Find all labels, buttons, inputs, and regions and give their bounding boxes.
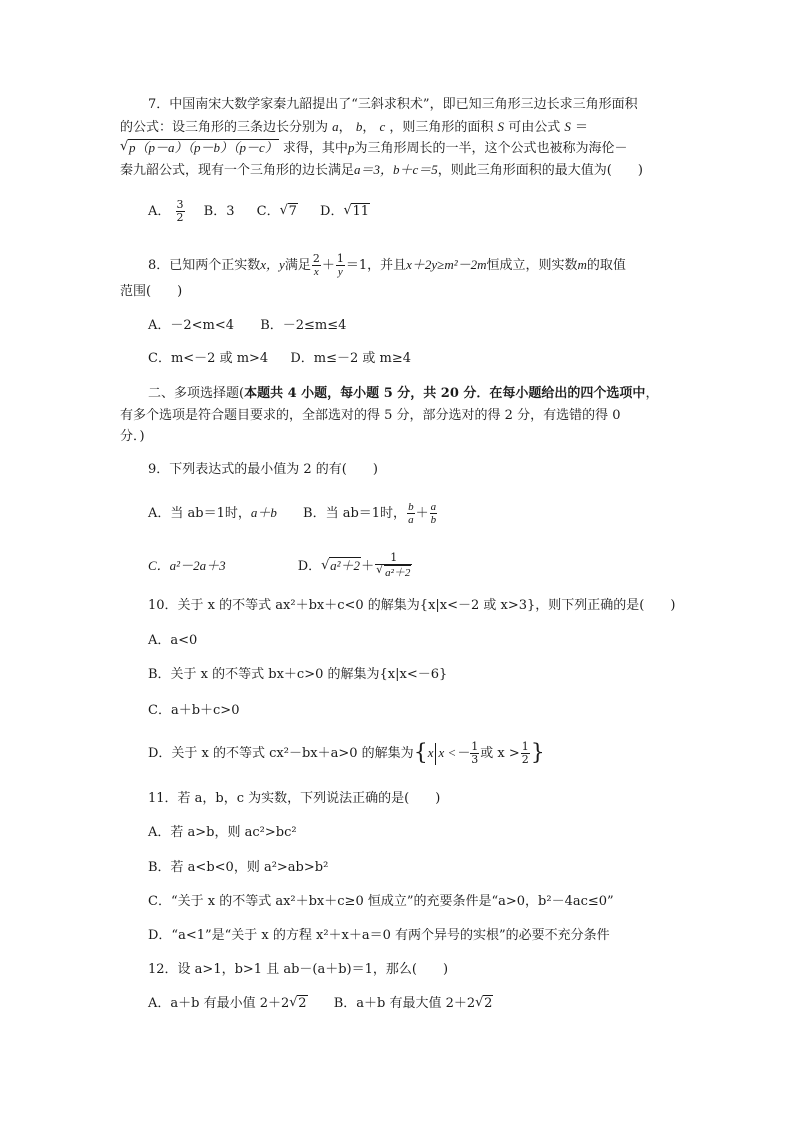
q12-optA-rad: 2 (298, 996, 307, 1011)
q12-stem (148, 961, 448, 979)
q8-text-1c: 恒成立，则实数 (486, 258, 578, 273)
q10-optD-n1: 1 (471, 740, 479, 753)
q7-optA-label: A． (148, 204, 171, 219)
q9-stem (148, 461, 378, 479)
q10-optC-text: C．a＋b＋c>0 (148, 703, 240, 718)
q11-optA (148, 824, 297, 842)
q9-optD-rad: a²＋2 (330, 558, 361, 573)
q8-var-m: m (577, 257, 587, 272)
q7-line3 (120, 139, 627, 158)
q8-text-1d: 的取值 (586, 258, 626, 273)
q7-sqrt-formula: √ p（p－a）（p－b）（p－c） (120, 139, 278, 155)
q8-line1 (148, 252, 626, 279)
q7-text-3b: 求得，其中 (282, 141, 348, 156)
q10-optD-x: x (427, 745, 434, 760)
q7-var-p: p (347, 140, 355, 155)
q9-optB-f1n: b (408, 501, 414, 513)
q11-optC-text: C．“关于 x 的不等式 ax²＋bx＋c≥0 恒成立”的充要条件是“a>0，b²－4ac≤0” (148, 894, 614, 909)
q7-optA-num: 3 (176, 198, 184, 211)
section2-line2 (120, 407, 620, 425)
q8-f1-num: 2 (312, 252, 320, 265)
q11-optD-text: D．“a<1”是“关于 x 的方程 x²＋x＋a＝0 有两个异号的实根”的必要不充分条件 (148, 928, 610, 943)
q8-eq1: ＝1，并且 (345, 258, 407, 273)
q7-line4 (120, 161, 643, 180)
q8-frac-2 (336, 253, 345, 278)
q9-optA-text: A．当 ab＝1时， (148, 506, 251, 521)
q10-optD-text: D．关于 x 的不等式 cx²－bx＋a>0 的解集为 (148, 746, 414, 761)
section2-line3 (120, 428, 145, 446)
q7-text-4b: ，则此三角形面积的最大值为( ) (437, 163, 643, 178)
q9-optD-num: 1 (375, 552, 412, 565)
section2-text-1c: 四个选项中 (580, 386, 646, 401)
q10-optB (148, 666, 447, 684)
q9-options-row2: C．a²－2a＋3 D． √ a²＋2＋ 1 √ a²＋2 (148, 551, 411, 579)
q7-text-1: 7．中国南宋大数学家秦九韶提出了“三斜求积术”，即已知三角形三边长求三角形面积 (148, 97, 638, 112)
q7-text-2c: 可由公式 (508, 120, 561, 135)
q7-eq: ＝ (574, 120, 588, 135)
q9-optA-expr: a＋b (250, 505, 277, 520)
q7-options (148, 199, 370, 225)
q10-optD-n2: 1 (521, 740, 529, 753)
q10-optA (148, 632, 197, 650)
q10-stem-text: 10．关于 x 的不等式 ax²＋bx＋c<0 的解集为{x|x<－2 或 x>3}，则下列正确的是( ) (148, 598, 676, 613)
q7-text-4a: 秦九韶公式，现有一个三角形的边长满足 (120, 163, 355, 178)
q11-optB-text: B．若 a<b<0，则 a²>ab>b² (148, 860, 329, 875)
q10-optD: D．关于 x 的不等式 cx²－bx＋a>0 的解集为{x x <－ $\frac{1}{3}$ 或 x > $\frac{1}{2}$ } (148, 740, 545, 766)
q7-var-S: S (497, 119, 505, 134)
q8-f2-num: 1 (336, 252, 344, 265)
q7-optC-rad: 7 (288, 204, 297, 219)
q7-line2: 的公式：设三角形的三条边长分别为 a， b， c ，则三角形的面积 S 可由公式 S ＝ (120, 119, 588, 135)
q9-options-row1: A．当 ab＝1时，a＋b B．当 ab＝1时， $\frac{b}{a}$ ＋ $\frac{a}{b}$ (148, 501, 437, 526)
q7-text-2a: 的公式：设三角形的三条边长分别为 (120, 120, 329, 135)
q11-optA-text: A．若 a>b，则 ac²>bc² (148, 825, 297, 840)
section2-text-3: 分．) (120, 429, 145, 444)
q9-optD-label: D． (297, 559, 322, 574)
q9-optB-f2d: b (430, 514, 437, 526)
q7-var-a: a (332, 119, 339, 134)
q9-optD-frac (375, 552, 412, 581)
q8-text-2: 范围( ) (120, 284, 183, 299)
section2-line1 (148, 385, 658, 403)
q8-optA: A．－2<m<4 (148, 318, 235, 333)
q7-optB: B．3 (203, 204, 235, 219)
q9-optD-den-sqrt: √ a²＋2 (376, 563, 411, 579)
q10-optD-d2: 2 (521, 753, 529, 766)
q9-optB-f2n: a (430, 501, 437, 513)
q9-optC: C．a²－2a＋3 (148, 558, 226, 573)
section2-text-1b: 本题共 4 小题，每小题 5 分，共 20 分．在每小题给出的 (244, 386, 581, 401)
q11-optC (148, 893, 614, 911)
q8-line2 (120, 283, 182, 301)
q11-stem-text: 11．若 a，b，c 为实数，下列说法正确的是( ) (148, 791, 441, 806)
q7-text-2b: ，则三角形的面积 (389, 120, 494, 135)
q10-optD-x2: x <－ (438, 745, 470, 760)
q8-frac-1 (312, 253, 321, 278)
q12-options (148, 995, 493, 1013)
q8-options-row1 (148, 317, 346, 335)
section2-text-1d: ， (645, 386, 659, 401)
q10-optD-or: 或 x > (480, 746, 520, 761)
q8-vars: x，y (260, 257, 285, 272)
q11-stem (148, 790, 440, 808)
q9-stem-text: 9．下列表达式的最小值为 2 的有( ) (148, 462, 378, 477)
q7-optC-label: C． (256, 204, 280, 219)
q9-optD-sqrt: √ a²＋2 (321, 558, 361, 573)
q8-optC: C．m<－2 或 m>4 (148, 351, 269, 366)
q10-optD-d1: 3 (471, 753, 479, 766)
q11-optD (148, 927, 610, 945)
q10-optB-text: B．关于 x 的不等式 bx＋c>0 的解集为{x|x<－6} (148, 667, 448, 682)
section2-text-1a: 二、多项选择题( (148, 386, 245, 401)
q12-optA-text: A．a＋b 有最小值 2＋2 (148, 996, 290, 1011)
q10-stem (148, 597, 675, 615)
q7-var-S-2: S (564, 119, 571, 134)
q8-f2-den: y (337, 266, 343, 278)
q7-var-c: c (379, 119, 386, 134)
q12-stem-text: 12．设 a>1，b>1 且 ab－(a＋b)＝1，那么( ) (148, 962, 449, 977)
q8-optD: D．m≤－2 或 m≥4 (290, 351, 412, 366)
q12-optA-sqrt: √ 2 (289, 995, 307, 1011)
q7-optD-label: D． (320, 204, 344, 219)
q8-text-1b: 满足 (284, 258, 311, 273)
q7-var-b: b (355, 119, 363, 134)
q9-optB-text: B．当 ab＝1时， (303, 506, 407, 521)
q11-optB (148, 859, 328, 877)
q7-text-3c: 为三角形周长的一半，这个公式也被称为海伦－ (354, 141, 628, 156)
q7-optA-fraction (176, 199, 185, 224)
q8-f1-den: x (313, 266, 319, 278)
q7-sqrt-expr: p（p－a）（p－b）（p－c） (129, 140, 278, 155)
q9-optB-frac2 (430, 501, 438, 526)
q9-optD-den: a²＋2 (385, 567, 411, 579)
q8-text-1a: 8．已知两个正实数 (148, 258, 261, 273)
q10-optD-frac1 (470, 741, 479, 766)
q8-inequality: x＋2y≥m²－2m (406, 257, 487, 272)
q9-optB-f1d: a (408, 514, 414, 526)
q10-optA-text: A．a<0 (148, 633, 198, 648)
section2-text-2: 有多个选项是符合题目要求的，全部选对的得 5 分，部分选对的得 2 分，有选错的得 0 (120, 408, 621, 423)
q10-optD-frac2 (521, 741, 530, 766)
q7-condition: a＝3，b＋c＝5 (354, 162, 438, 177)
q7-optC-sqrt: √ 7 (279, 203, 297, 219)
q9-optB-frac1 (407, 501, 415, 526)
q8-options-row2 (148, 350, 411, 368)
q7-optD-sqrt: √ 11 (343, 203, 369, 219)
q10-optC (148, 702, 239, 720)
q7-optA-den: 2 (176, 211, 184, 224)
q7-optD-rad: 11 (352, 204, 369, 219)
q12-optB-text: B．a＋b 有最大值 2＋2 (333, 996, 476, 1011)
q7-line1 (148, 96, 638, 114)
q8-plus: ＋ (321, 258, 335, 273)
q12-optB-sqrt: √ 2 (475, 995, 493, 1011)
q12-optB-rad: 2 (484, 996, 493, 1011)
q8-optB: B．－2≤m≤4 (260, 318, 347, 333)
